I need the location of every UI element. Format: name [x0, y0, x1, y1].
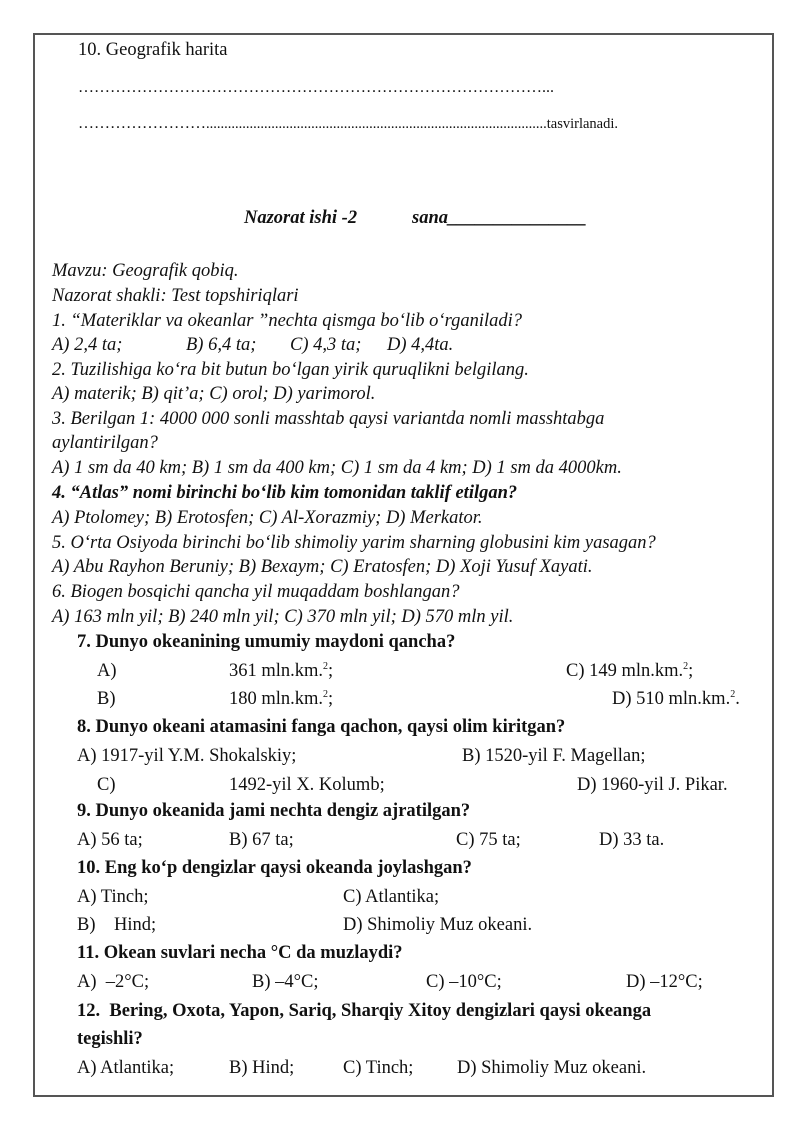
- control-form-line: Nazorat shakli: Test topshiriqlari: [52, 286, 299, 306]
- question-7-option-c: C) 149 mln.km.$^2$;: [566, 660, 694, 681]
- question-10-option-d: D) Shimoliy Muz okeani.: [343, 915, 533, 935]
- topic-line: Mavzu: Geografik qobiq.: [52, 261, 239, 281]
- question-9-option-c: C) 75 ta;: [456, 830, 521, 850]
- question-6-options: A) 163 mln yil; B) 240 mln yil; C) 370 mln yil; D) 570 mln yil.: [52, 607, 514, 627]
- question-10-option-c: C) Atlantika;: [343, 887, 440, 907]
- question-9-text: 9. Dunyo okeanida jami nechta dengiz ajratilgan?: [77, 801, 471, 821]
- question-8-option-d: D) 1960-yil J. Pikar.: [577, 775, 728, 795]
- question-11-option-a: A) –2°C;: [77, 972, 150, 992]
- question-11-option-b: B) –4°C;: [252, 972, 319, 992]
- question-1-option-b: B) 6,4 ta;: [186, 335, 257, 355]
- question-10-option-a: A) Tinch;: [77, 887, 149, 907]
- question-8-option-c-label: C): [97, 775, 116, 795]
- dotted-line-1: ……………………………………………………………………………...: [78, 79, 554, 96]
- question-3-options: A) 1 sm da 40 km; B) 1 sm da 400 km; C) 1 sm da 4 km; D) 1 sm da 4000km.: [52, 458, 622, 478]
- question-1-option-a: A) 2,4 ta;: [52, 335, 123, 355]
- question-8-text: 8. Dunyo okeani atamasini fanga qachon, qaysi olim kiritgan?: [77, 717, 566, 737]
- item-10-label: 10. Geografik harita: [78, 40, 228, 60]
- question-12-option-c: C) Tinch;: [343, 1058, 414, 1078]
- question-3-text-line1: 3. Berilgan 1: 4000 000 sonli masshtab qaysi variantda nomli masshtabga: [52, 409, 605, 429]
- question-4-text: 4. “Atlas” nomi birinchi bo‘lib kim tomonidan taklif etilgan?: [52, 483, 518, 503]
- question-12-option-a: A) Atlantika;: [77, 1058, 175, 1078]
- question-9-option-b: B) 67 ta;: [229, 830, 294, 850]
- question-1-option-c: C) 4,3 ta;: [290, 335, 362, 355]
- question-6-text: 6. Biogen bosqichi qancha yil muqaddam boshlangan?: [52, 582, 460, 602]
- question-3-text-line2: aylantirilgan?: [52, 433, 158, 453]
- question-7-option-a: 361 mln.km.$^2$;: [229, 660, 334, 681]
- question-11-option-d: D) –12°C;: [626, 972, 703, 992]
- question-1-option-d: D) 4,4ta.: [387, 335, 454, 355]
- question-7-option-b-label: B): [97, 689, 116, 709]
- dotted-line-2: ……………………..............................................................................................tasvirlanadi.: [78, 115, 619, 132]
- question-1-text: 1. “Materiklar va okeanlar ”nechta qismga bo‘lib o‘rganiladi?: [52, 311, 522, 331]
- question-10-text: 10. Eng ko‘p dengizlar qaysi okeanda joylashgan?: [77, 858, 472, 878]
- question-5-options: A) Abu Rayhon Beruniy; B) Bexaym; C) Eratosfen; D) Xoji Yusuf Xayati.: [52, 557, 593, 577]
- page-title: Nazorat ishi -2: [244, 208, 358, 228]
- question-8-option-a: A) 1917-yil Y.M. Shokalskiy;: [77, 746, 297, 766]
- question-9-option-a: A) 56 ta;: [77, 830, 143, 850]
- question-8-option-b: B) 1520-yil F. Magellan;: [462, 746, 646, 766]
- question-7-text: 7. Dunyo okeanining umumiy maydoni qancha?: [77, 632, 456, 652]
- question-11-text: 11. Okean suvlari necha °C da muzlaydi?: [77, 943, 403, 963]
- question-12-option-d: D) Shimoliy Muz okeani.: [457, 1058, 647, 1078]
- question-12-text-line2: tegishli?: [77, 1029, 143, 1049]
- question-11-option-c: C) –10°C;: [426, 972, 502, 992]
- question-12-option-b: B) Hind;: [229, 1058, 295, 1078]
- question-7-option-b: 180 mln.km.$^2$;: [229, 688, 334, 709]
- question-8-option-c: 1492-yil X. Kolumb;: [229, 775, 385, 795]
- question-7-option-d: D) 510 mln.km.$^2$.: [612, 688, 740, 709]
- question-4-options: A) Ptolomey; B) Erotosfen; C) Al-Xorazmiy; D) Merkator.: [52, 508, 483, 528]
- date-field-label: sana_______________: [412, 208, 587, 228]
- question-9-option-d: D) 33 ta.: [599, 830, 665, 850]
- question-2-options: A) materik; B) qit’a; C) orol; D) yarimorol.: [52, 384, 376, 404]
- question-5-text: 5. O‘rta Osiyoda birinchi bo‘lib shimoliy yarim sharning globusini kim yasagan?: [52, 533, 656, 553]
- question-2-text: 2. Tuzilishiga ko‘ra bit butun bo‘lgan yirik quruqlikni belgilang.: [52, 360, 529, 380]
- question-10-option-b: B) Hind;: [77, 915, 157, 935]
- question-12-text-line1: 12. Bering, Oxota, Yapon, Sariq, Sharqiy Xitoy dengizlari qaysi okeanga: [77, 1001, 652, 1021]
- question-7-option-a-label: A): [97, 661, 117, 681]
